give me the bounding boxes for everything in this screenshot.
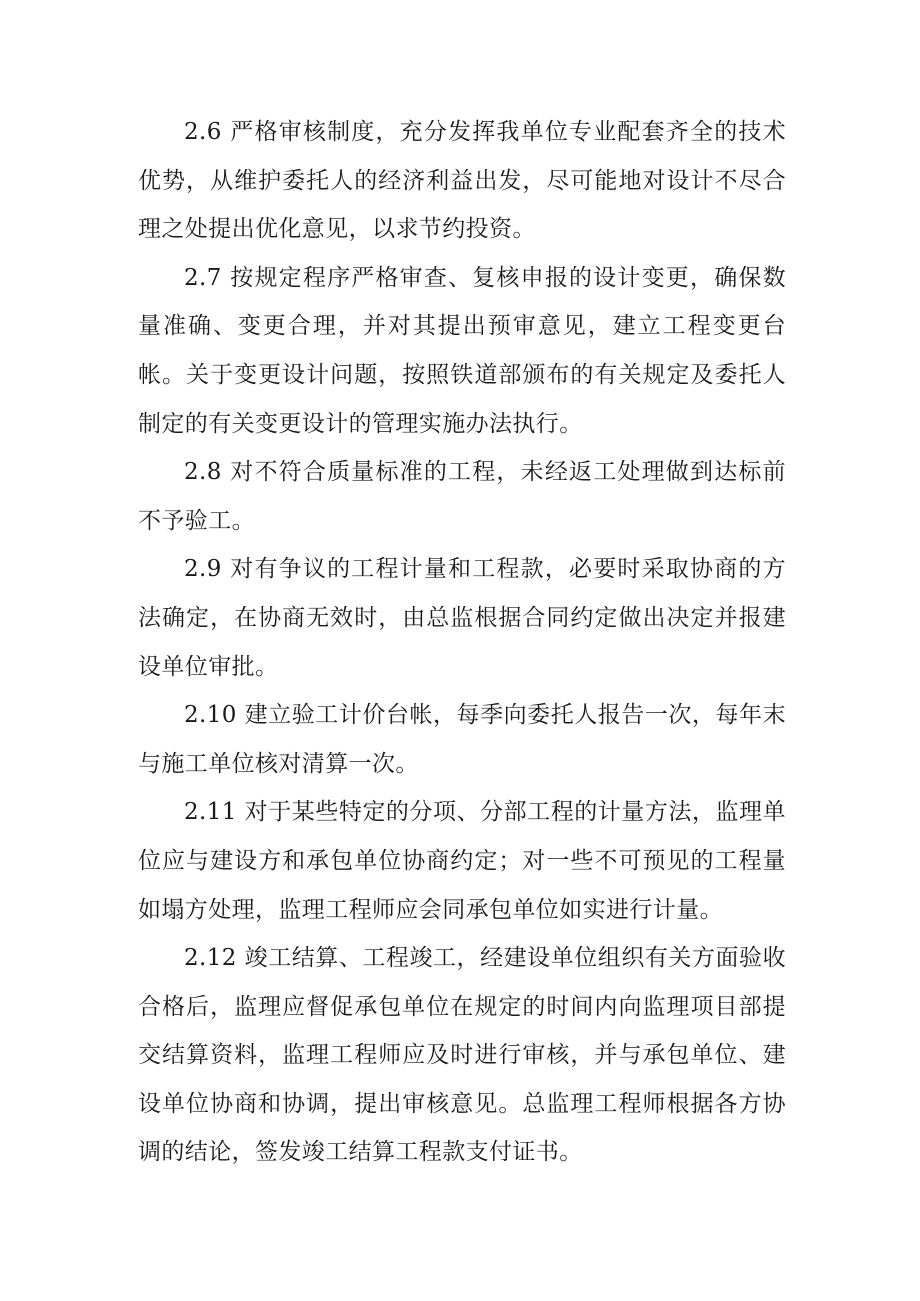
paragraph-2-11: 2.11 对于某些特定的分项、分部工程的计量方法，监理单位应与建设方和承包单位协商约定；对一些不可预见的工程量如塌方处理，监理工程师应会同承包单位如实进行计量。 — [138, 799, 786, 923]
paragraph-2-6: 2.6 严格审核制度，充分发挥我单位专业配套齐全的技术优势，从维护委托人的经济利益出发，尽可能地对设计不尽合理之处提出优化意见，以求节约投资。 — [138, 119, 786, 243]
paragraph-2-12: 2.12 竣工结算、工程竣工，经建设单位组织有关方面验收合格后，监理应督促承包单位在规定的时间内向监理项目部提交结算资料，监理工程师应及时进行审核，并与承包单位、建设单位协商和协调，提出审核意见。总监理工程师根据各方协调的结论，签发竣工结算工程款支付证书。 — [138, 945, 786, 1166]
document-body — [138, 108, 786, 1177]
paragraph-2-8: 2.8 对不符合质量标准的工程，未经返工处理做到达标前不予验工。 — [138, 459, 786, 534]
paragraph-2-10: 2.10 建立验工计价台帐，每季向委托人报告一次，每年末与施工单位核对清算一次。 — [138, 702, 786, 777]
paragraph-2-7: 2.7 按规定程序严格审查、复核申报的设计变更，确保数量准确、变更合理，并对其提出预审意见，建立工程变更台帐。关于变更设计问题，按照铁道部颁布的有关规定及委托人制定的有关变更设计的管理实施办法执行。 — [138, 264, 786, 437]
paragraph-2-9: 2.9 对有争议的工程计量和工程款，必要时采取协商的方法确定，在协商无效时，由总监根据合同约定做出决定并报建设单位审批。 — [138, 556, 786, 680]
